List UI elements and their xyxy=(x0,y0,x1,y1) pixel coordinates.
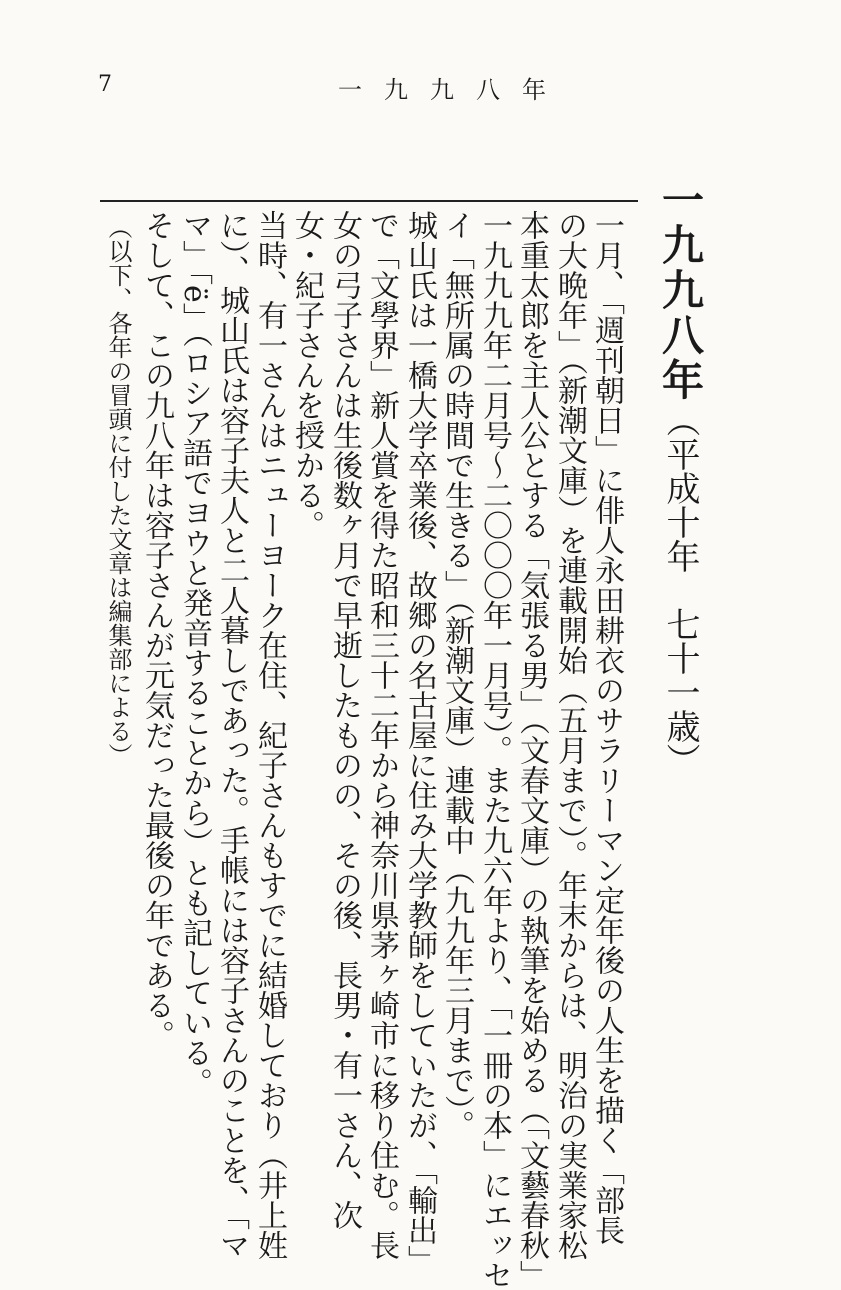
text-line: 当時、有一さんはニューヨーク在住、紀子さんもすでに結婚しており（井上姓 xyxy=(252,210,287,1260)
text-line: 一月、「週刊朝日」に俳人永田耕衣のサラリーマン定年後の人生を描く「部長 xyxy=(589,210,624,1245)
text-line: 城山氏は一橋大学卒業後、故郷の名古屋に住み大学教師をしていたが、「輸出」 xyxy=(402,210,437,1275)
text-line: で「文學界」新人賞を得た昭和三十二年から神奈川県茅ヶ崎市に移り住む。長 xyxy=(364,210,399,1260)
heading-year: 一九九八年 xyxy=(656,178,705,403)
text-line: 本重太郎を主人公とする「気張る男」（文春文庫）の執筆を始める（「文藝春秋」 xyxy=(514,210,549,1290)
heading-subtitle: （平成十年 七十一歳） xyxy=(660,403,700,777)
text-line: イ「無所属の時間で生きる」（新潮文庫）連載中（九九年三月まで）。 xyxy=(439,210,474,1140)
text-line: 一九九九年二月号～二〇〇〇年一月号）。また九六年より、「一冊の本」にエッセ xyxy=(477,210,512,1290)
section-heading xyxy=(650,178,710,777)
text-line: の大晩年」（新潮文庫）を連載開始（五月まで）。年末からは、明治の実業家松 xyxy=(552,210,587,1260)
running-head: 一九九八年 xyxy=(338,76,568,104)
editorial-note: （以下、各年の冒頭に付した文章は編集部による） xyxy=(104,215,132,767)
text-line: マ」「ë」（ロシア語でヨウと発音することから）とも記している。 xyxy=(177,210,212,1098)
text-line: そして、この九八年は容子さんが元気だった最後の年である。 xyxy=(139,210,174,1050)
text-line: に）、城山氏は容子夫人と二人暮しであった。手帳には容子さんのことを、「マ xyxy=(214,210,249,1260)
header-rule xyxy=(100,200,638,202)
text-line: 女・紀子さんを授かる。 xyxy=(289,210,324,540)
page-number: 7 xyxy=(98,72,112,97)
text-line: 女の弓子さんは生後数ヶ月で早逝したものの、その後、長男・有一さん、次 xyxy=(327,210,362,1230)
